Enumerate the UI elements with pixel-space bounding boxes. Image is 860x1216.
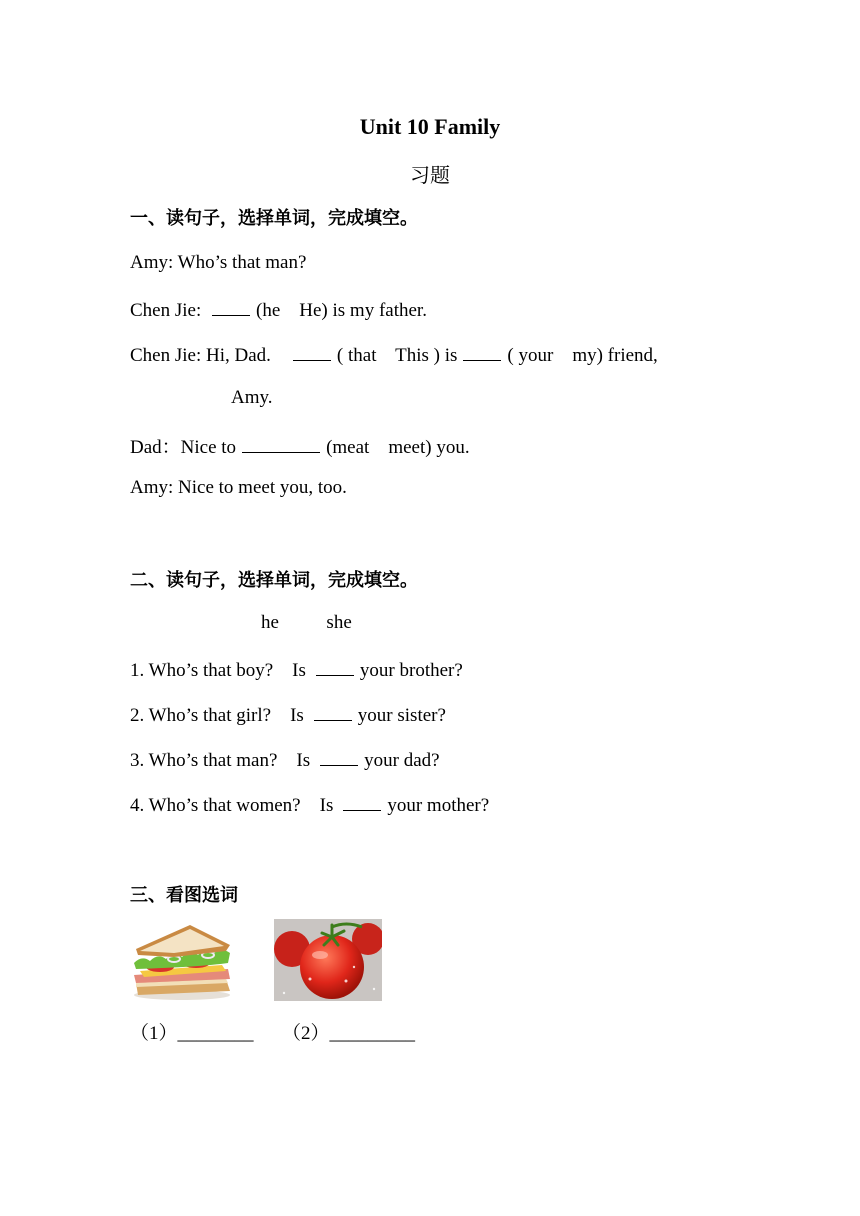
line-text: ( that This ) is: [336, 345, 458, 366]
question-text: 2. Who’s that girl? Is: [130, 705, 304, 726]
question-item: [130, 792, 489, 817]
section3-heading: 三、看图选词: [130, 885, 238, 906]
question-item: [130, 747, 440, 772]
fill-blank[interactable]: [320, 747, 358, 766]
fill-blank[interactable]: [242, 434, 320, 453]
question-text: 3. Who’s that man? Is: [130, 750, 311, 771]
section1-line: [130, 297, 427, 322]
question-item: [130, 657, 463, 682]
section1-line: Amy: Who’s that man?: [130, 252, 307, 273]
fill-blank[interactable]: [316, 657, 354, 676]
sandwich-image: [130, 919, 234, 1001]
question-item: [130, 702, 446, 727]
line-text: Chen Jie:: [130, 300, 206, 321]
fill-blank[interactable]: [343, 792, 381, 811]
question-text: your brother?: [359, 660, 463, 681]
question-text: your mother?: [387, 795, 490, 816]
section1-line: [130, 432, 470, 459]
tomato-image: [274, 919, 382, 1001]
worksheet-title: Unit 10 Family: [359, 114, 501, 139]
section1-line: Amy.: [231, 387, 273, 408]
line-text: ( your my) friend,: [507, 345, 658, 366]
section1-line: [130, 342, 658, 367]
question-text: your dad?: [364, 750, 440, 771]
section1-heading: 一、读句子，选择单词，完成填空。: [130, 208, 418, 229]
picture-answer-1[interactable]: （1）________: [130, 1023, 254, 1044]
section1-line: Amy: Nice to meet you, too.: [130, 477, 347, 498]
fill-blank[interactable]: [212, 297, 250, 316]
question-text: your sister?: [357, 705, 446, 726]
question-text: 4. Who’s that women? Is: [130, 795, 334, 816]
line-text: Chen Jie: Hi, Dad.: [130, 345, 271, 366]
worksheet-subtitle: 习题: [410, 163, 450, 187]
fill-blank[interactable]: [293, 342, 331, 361]
line-text: (meat meet) you.: [326, 437, 470, 458]
line-text: Dad：Nice to: [130, 437, 237, 458]
question-text: 1. Who’s that boy? Is: [130, 660, 306, 681]
fill-blank[interactable]: [314, 702, 352, 721]
word-bank: he she: [261, 612, 352, 633]
picture-answer-2[interactable]: （2）_________: [282, 1023, 416, 1044]
line-text: (he He) is my father.: [256, 300, 427, 321]
section2-heading: 二、读句子，选择单词，完成填空。: [130, 570, 418, 591]
fill-blank[interactable]: [463, 342, 501, 361]
